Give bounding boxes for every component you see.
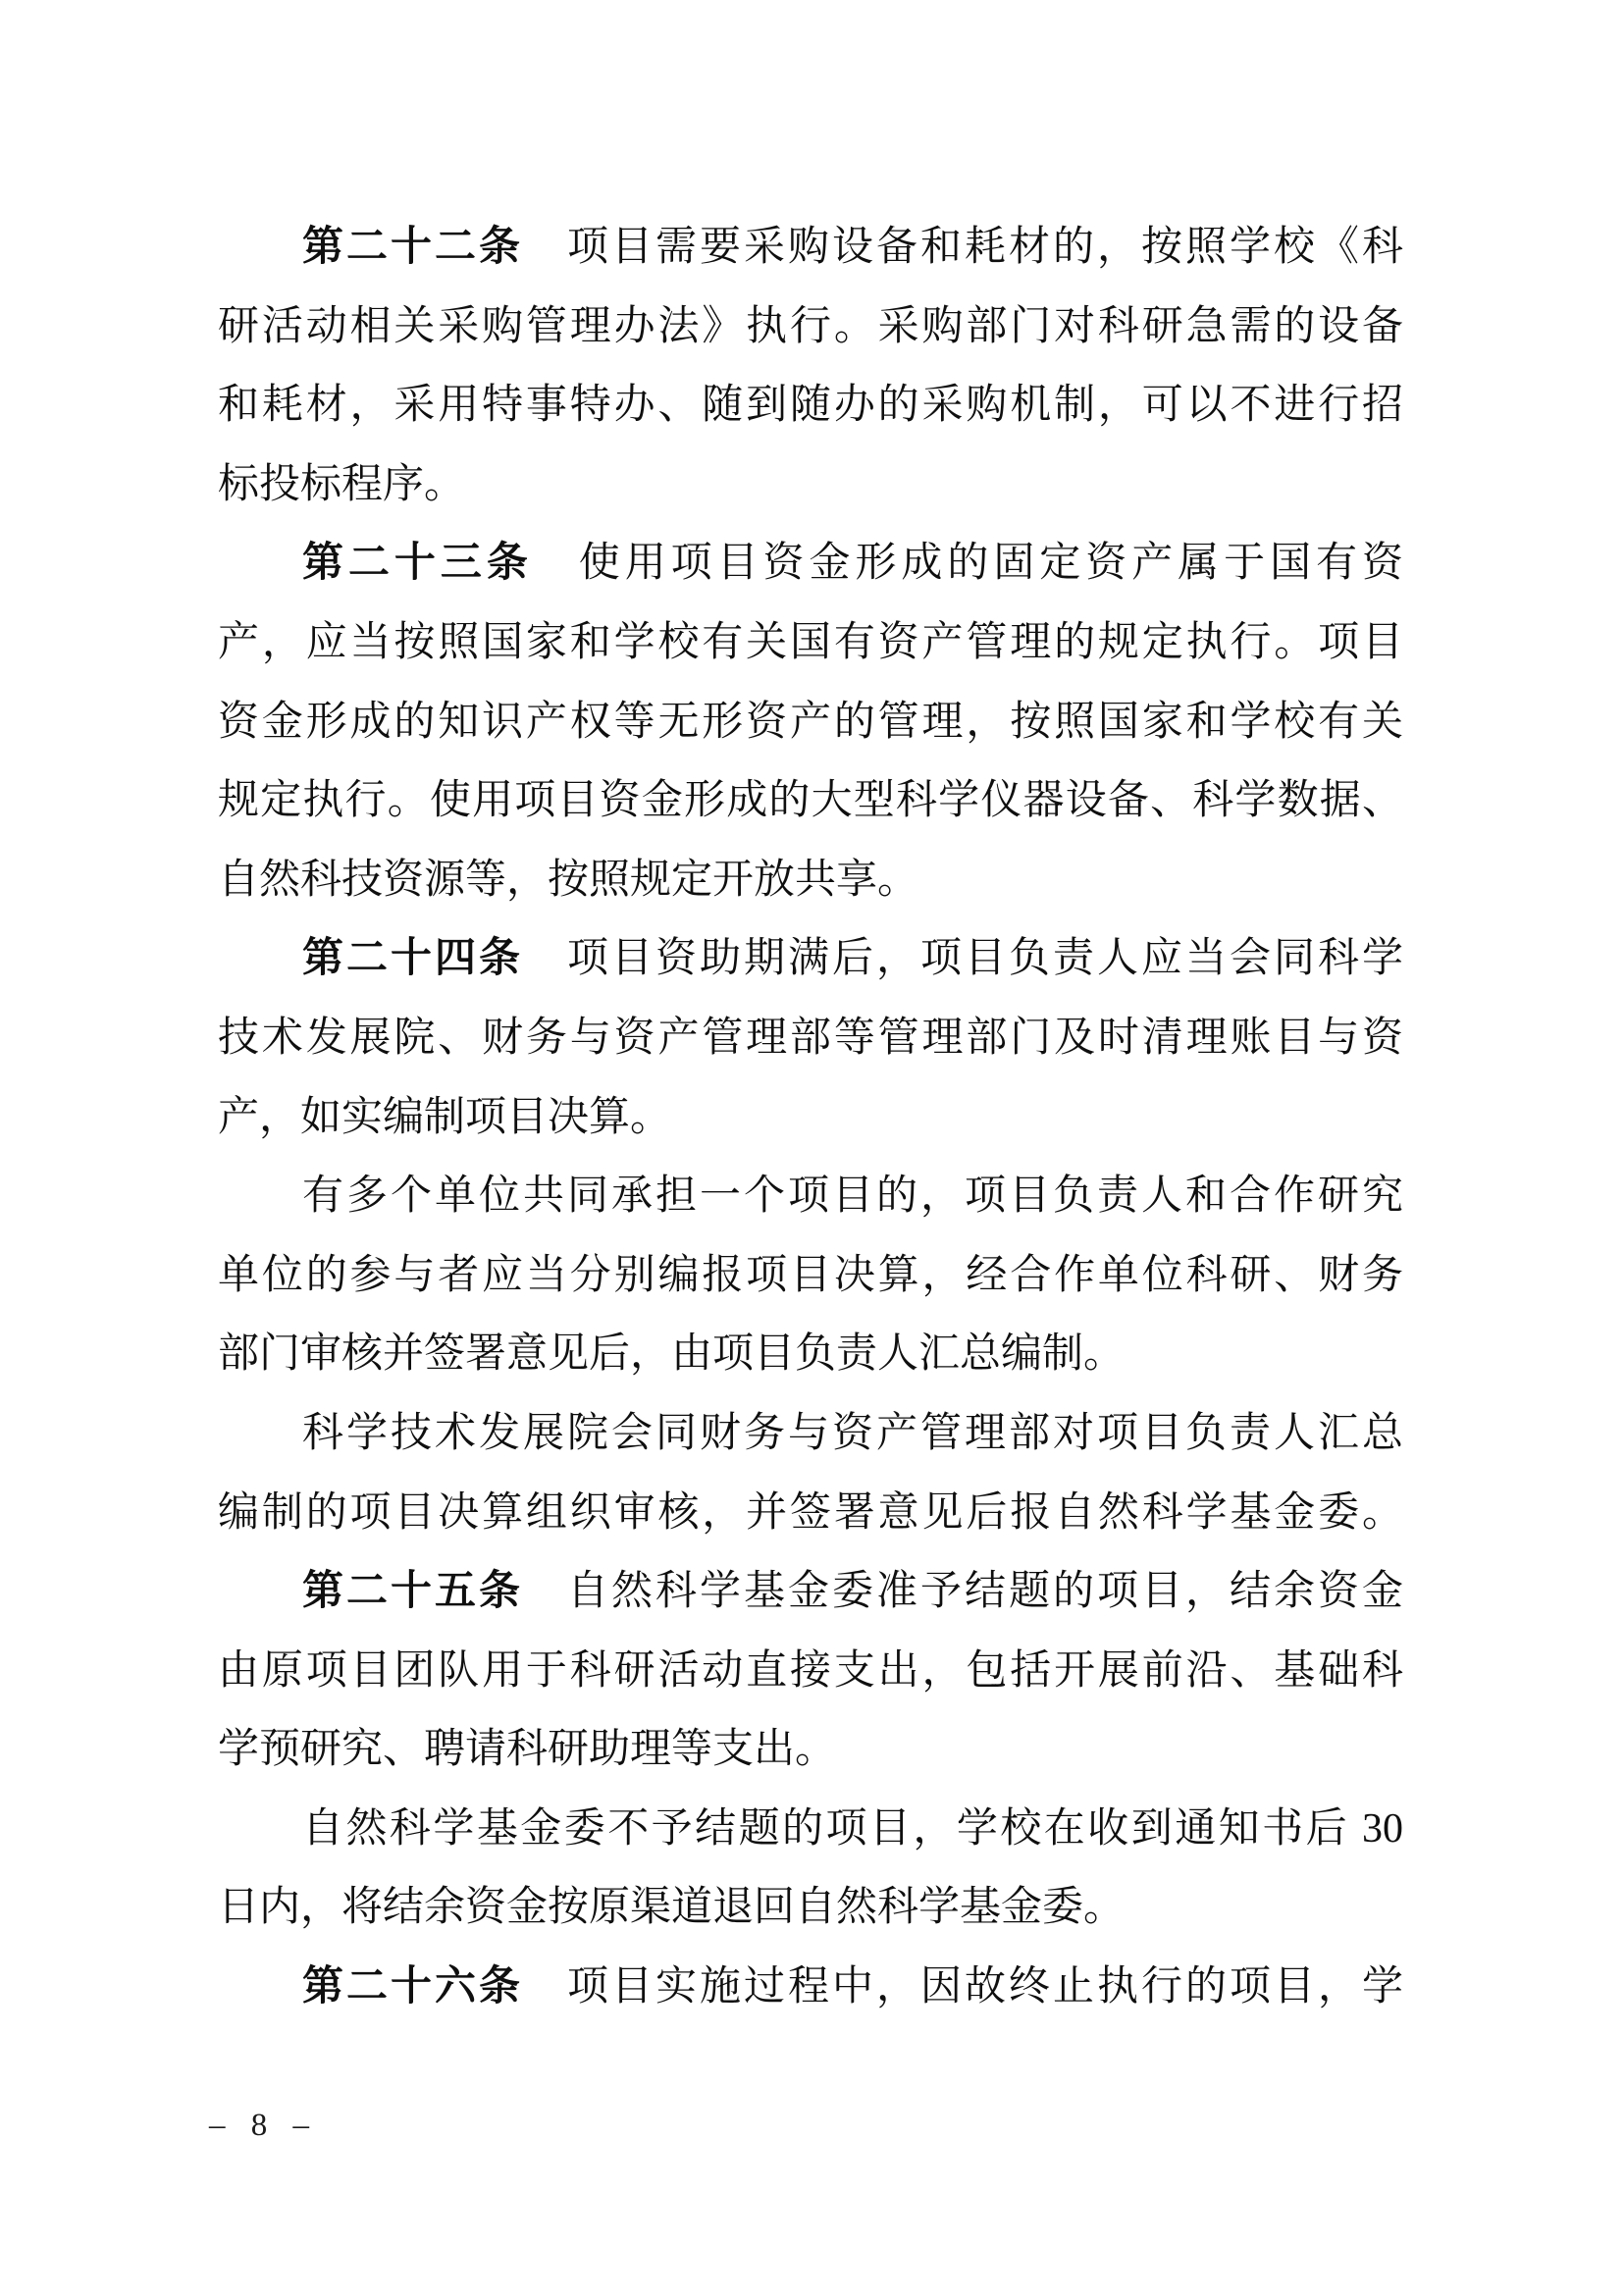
article-heading: 第二十二条 <box>302 225 523 270</box>
text-run: 部门审核并签署意见后，由项目负责人汇总编制。 <box>218 1331 1126 1378</box>
text-run: 由原项目团队用于科研活动直接支出，包括开展前沿、基础科 <box>218 1647 1403 1694</box>
text-line <box>218 1394 1403 1474</box>
text-line <box>218 1790 1403 1869</box>
text-line <box>218 683 1403 762</box>
text-run: 项目需要采购设备和耗材的，按照学校《科 <box>523 225 1403 270</box>
text-line <box>218 999 1403 1078</box>
text-line <box>218 841 1403 920</box>
text-line <box>218 1632 1403 1711</box>
text-line <box>218 524 1403 603</box>
text-run: 项目资助期满后，项目负责人应当会同科学 <box>523 936 1403 982</box>
text-run: 研活动相关采购管理办法》执行。采购部门对科研急需的设备 <box>218 303 1403 349</box>
text-line <box>218 1078 1403 1158</box>
text-run: 科学技术发展院会同财务与资产管理部对项目负责人汇总 <box>302 1410 1403 1456</box>
text-run: 项目实施过程中，因故终止执行的项目，学 <box>523 1964 1403 2010</box>
text-run: 规定执行。使用项目资金形成的大型科学仪器设备、科学数据、 <box>218 778 1403 824</box>
text-run: 使用项目资金形成的固定资产属于国有资 <box>532 541 1403 587</box>
text-line <box>218 1236 1403 1316</box>
text-line <box>218 761 1403 841</box>
text-run: 自然科学基金委准予结题的项目，结余资金 <box>523 1569 1403 1615</box>
text-run: 标投标程序。 <box>218 461 466 507</box>
article-heading: 第二十六条 <box>302 1964 523 2010</box>
article-heading: 第二十三条 <box>302 541 533 587</box>
text-line <box>218 366 1403 445</box>
text-line <box>218 287 1403 367</box>
text-run: 自然科技资源等，按照规定开放共享。 <box>218 857 919 903</box>
text-line <box>218 1948 1403 2027</box>
text-block <box>218 208 1403 2027</box>
text-line <box>218 445 1403 525</box>
text-line <box>218 603 1403 683</box>
text-run: 日内，将结余资金按原渠道退回自然科学基金委。 <box>218 1885 1126 1931</box>
text-line <box>218 919 1403 999</box>
text-run: 编制的项目决算组织审核，并签署意见后报自然科学基金委。 <box>218 1489 1403 1536</box>
text-line <box>218 1157 1403 1236</box>
text-run: 资金形成的知识产权等无形资产的管理，按照国家和学校有关 <box>218 699 1403 745</box>
article-heading: 第二十五条 <box>302 1569 523 1615</box>
text-line <box>218 1474 1403 1553</box>
text-run: 自然科学基金委不予结题的项目，学校在收到通知书后 30 <box>302 1805 1403 1852</box>
text-line <box>218 1710 1403 1790</box>
text-line <box>218 1315 1403 1394</box>
text-run: 技术发展院、财务与资产管理部等管理部门及时清理账目与资 <box>218 1015 1403 1061</box>
text-line <box>218 1868 1403 1948</box>
text-run: 产，应当按照国家和学校有关国有资产管理的规定执行。项目 <box>218 619 1403 665</box>
article-heading: 第二十四条 <box>302 936 523 982</box>
text-run: 产，如实编制项目决算。 <box>218 1094 672 1140</box>
text-run: 学预研究、聘请科研助理等支出。 <box>218 1727 837 1773</box>
text-run: 有多个单位共同承担一个项目的，项目负责人和合作研究 <box>302 1174 1403 1220</box>
text-line <box>218 1552 1403 1632</box>
text-run: 单位的参与者应当分别编报项目决算，经合作单位科研、财务 <box>218 1252 1403 1298</box>
text-line <box>218 208 1403 287</box>
page-number: – 8 – <box>209 2108 311 2143</box>
text-run: 和耗材，采用特事特办、随到随办的采购机制，可以不进行招 <box>218 383 1403 429</box>
